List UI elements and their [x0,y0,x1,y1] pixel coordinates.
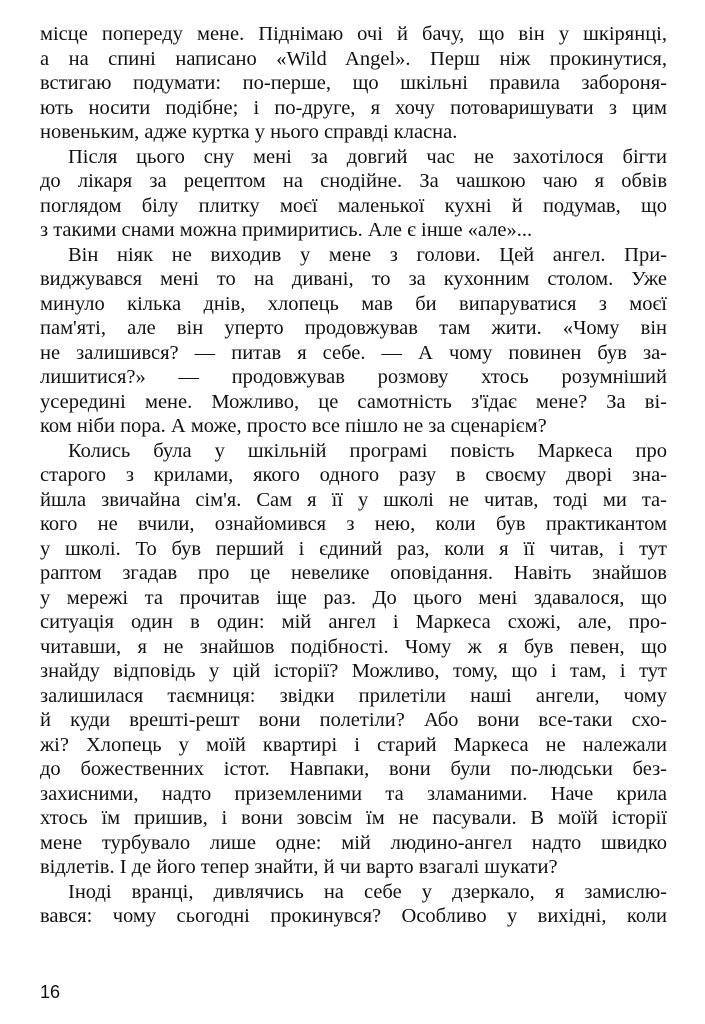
text-line: Він ніяк не виходив у мене з голови. Цей ангел. При- [68,243,667,266]
paragraph [40,439,667,880]
text-line: виджувався мені то на дивані, то за кухонним столом. Уже [40,268,667,290]
paragraph [40,22,667,145]
text-line: кого не вчили, ознайомився з нею, коли був практикантом [40,513,667,535]
body-text [40,22,667,929]
text-line: новеньким, адже куртка у нього справді класна. [40,121,458,143]
text-line: до божественних істот. Навпаки, вони були по-людськи без- [40,758,667,780]
text-line: йшла звичайна сім'я. Сам я її у школі не читав, тоді ми та- [40,488,667,511]
text-line: встигаю подумати: по-перше, що шкільні правила забороня- [40,72,667,94]
text-line: Іноді вранці, дивлячись на себе у дзеркало, я замислю- [68,880,667,903]
text-line: читавши, я не знайшов подібності. Чому ж я був певен, що [40,635,667,658]
text-line: знайду відповідь у цій історії? Можливо, тому, що і там, і тут [40,660,667,682]
paragraph [40,145,667,243]
text-line: ситуація один в один: мій ангел і Маркеса схожі, але, про- [40,611,667,633]
text-line: хтось їм пришив, і вони зовсім їм не пасували. В моїй історії [40,807,667,829]
text-line: ють носити подібне; і по-друге, я хочу потоваришувати з цим [40,96,667,119]
text-line: ком ніби пора. А може, просто все пішло не за сценарієм? [40,415,547,437]
text-line: вався: чому сьогодні прокинувся? Особливо у вихідні, коли [40,905,667,927]
text-line: відлетів. І де його тепер знайти, й чи варто взагалі шукати? [40,856,558,878]
text-line: мене турбувало лише одне: мій людино-ангел надто швидко [40,831,667,854]
text-line: залишилася таємниця: звідки прилетіли наші ангели, чому [40,684,667,707]
text-line: раптом згадав про це невелике оповідання. Навіть знайшов [40,562,667,584]
text-line: й куди врешті-решт вони полетіли? Або вони все-таки схо- [40,709,667,731]
text-line: не залишився? — питав я себе. — А чому повинен був за- [40,341,667,364]
text-line: жі? Хлопець у моїй квартирі і старий Маркеса не належали [40,733,667,756]
paragraph [40,880,667,929]
text-line: минуло кілька днів, хлопець мав би випаруватися з моєї [40,292,667,315]
text-line: у мережі та прочитав іще раз. До цього мені здавалося, що [40,586,667,609]
text-line: з такими снами можна примиритись. Але є інше «але»... [40,219,533,241]
text-line: усередині мене. Можливо, це самотність з'їдає мене? За ві- [40,390,667,413]
text-line: пам'яті, але він уперто продовжував там жити. «Чому він [40,317,667,339]
text-line: старого з крилами, якого одного разу в своєму дворі зна- [40,464,667,486]
text-line: у школі. То був перший і єдиний раз, коли я її читав, і тут [40,537,667,560]
text-line: лишитися?» — продовжував розмову хтось розумніший [40,366,667,388]
text-line: а на спині написано «Wild Angel». Перш ніж прокинутися, [40,47,667,70]
page-number: 16 [40,982,61,1002]
text-line: Колись була у шкільній програмі повість Маркеса про [68,439,667,462]
text-line: місце попереду мене. Піднімаю очі й бачу, що він у шкірянці, [40,23,667,45]
text-line: поглядом білу плитку моєї маленької кухні й подумав, що [40,194,667,217]
text-line: захисними, надто приземленими та зламаними. Наче крила [40,782,667,805]
text-line: до лікаря за рецептом на снодійне. За чашкою чаю я обвів [40,170,667,192]
text-line: Після цього сну мені за довгий час не захотілося бігти [68,145,667,168]
book-page [40,0,667,1024]
paragraph [40,243,667,439]
